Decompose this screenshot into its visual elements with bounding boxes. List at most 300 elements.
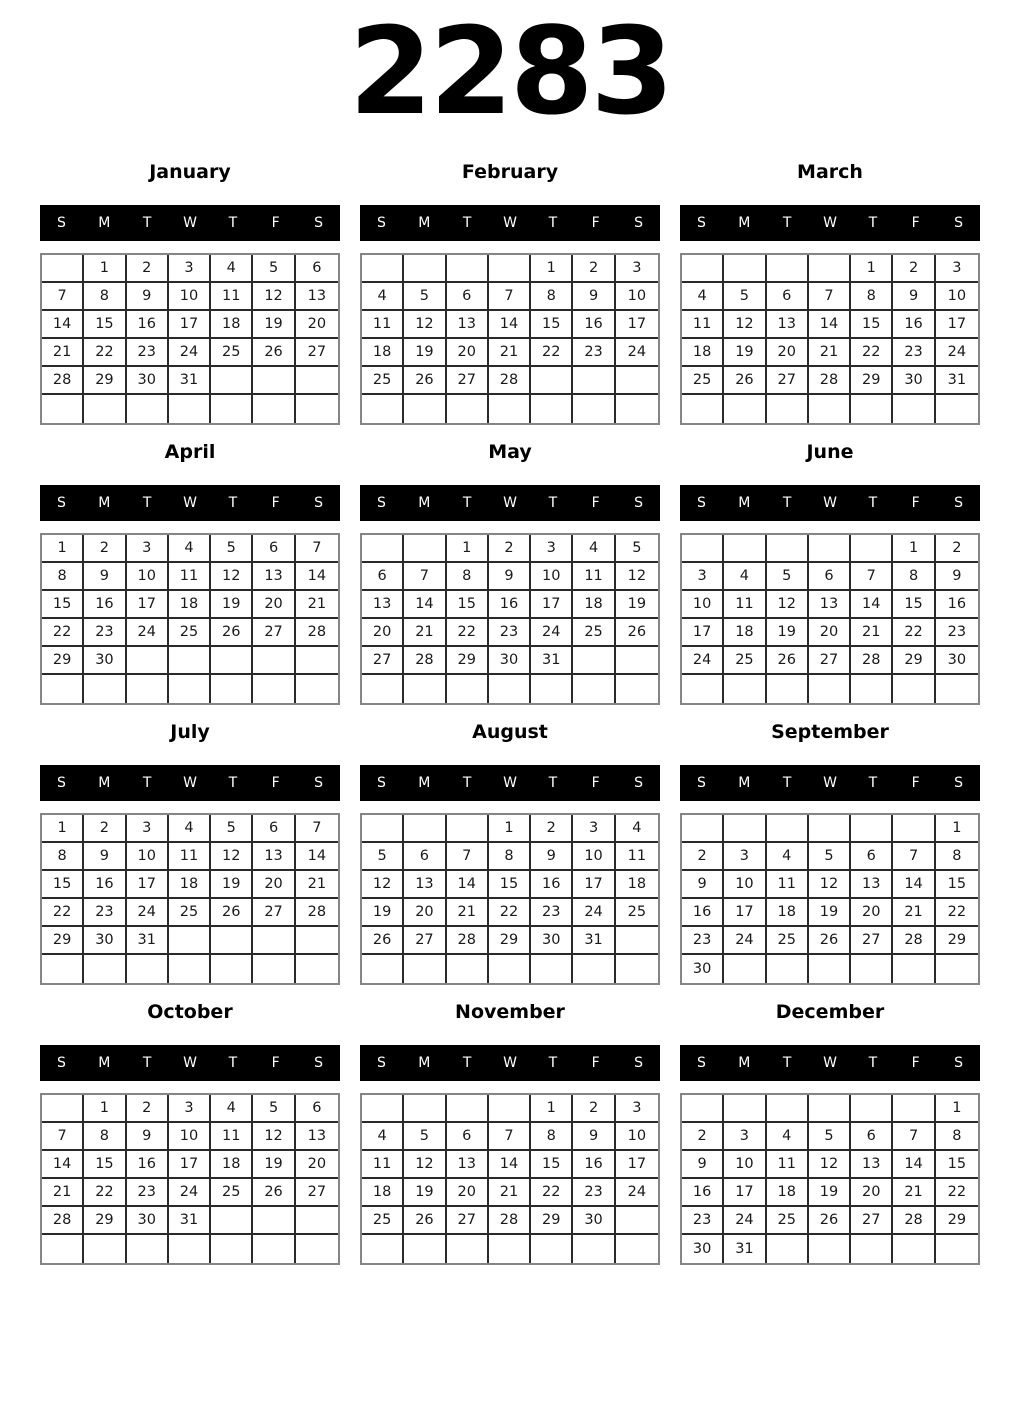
day-cell: 17 [616, 1151, 658, 1179]
empty-day-cell [893, 1235, 935, 1263]
day-cell: 23 [127, 339, 169, 367]
weekday-label: S [56, 215, 66, 232]
empty-day-cell [296, 647, 338, 675]
empty-day-cell [936, 675, 978, 703]
day-cell: 22 [447, 619, 489, 647]
empty-day-cell [724, 675, 766, 703]
empty-day-cell [616, 675, 658, 703]
day-cell: 15 [489, 871, 531, 899]
empty-day-cell [616, 1235, 658, 1263]
day-cell: 13 [767, 311, 809, 339]
day-cell: 14 [489, 311, 531, 339]
empty-day-cell [42, 255, 84, 283]
weekday-label: T [548, 495, 558, 512]
day-cell: 16 [127, 311, 169, 339]
day-cell: 26 [211, 619, 253, 647]
weekday-label: W [823, 215, 837, 232]
day-cell: 6 [447, 1123, 489, 1151]
month-block [680, 442, 980, 705]
day-cell: 3 [616, 255, 658, 283]
day-cell: 13 [362, 591, 404, 619]
day-cell: 22 [851, 339, 893, 367]
day-cell: 17 [169, 311, 211, 339]
month-name: September [771, 721, 889, 744]
weekday-label: W [503, 1055, 517, 1072]
month-block [360, 722, 660, 985]
empty-day-cell [851, 1235, 893, 1263]
day-cell: 14 [893, 871, 935, 899]
day-cell: 3 [724, 1123, 766, 1151]
day-cell: 22 [84, 1179, 126, 1207]
month-block [40, 1002, 340, 1265]
empty-day-cell [169, 395, 211, 423]
empty-day-cell [211, 395, 253, 423]
weekday-label: T [548, 1055, 558, 1072]
empty-day-cell [253, 367, 295, 395]
day-cell: 10 [724, 1151, 766, 1179]
month-block [40, 722, 340, 985]
day-cell: 25 [362, 367, 404, 395]
day-cell: 4 [211, 1095, 253, 1123]
weekday-label: M [738, 495, 751, 512]
weekday-label: F [271, 775, 280, 792]
day-cell: 9 [682, 1151, 724, 1179]
day-cell: 9 [127, 1123, 169, 1151]
month-grid [680, 253, 980, 425]
weekday-label: F [591, 215, 600, 232]
day-cell: 8 [84, 283, 126, 311]
day-cell: 24 [531, 619, 573, 647]
day-cell: 28 [893, 1207, 935, 1235]
day-cell: 11 [169, 843, 211, 871]
day-cell: 9 [84, 843, 126, 871]
day-cell: 29 [893, 647, 935, 675]
empty-day-cell [211, 1235, 253, 1263]
empty-day-cell [809, 955, 851, 983]
day-cell: 13 [296, 283, 338, 311]
empty-day-cell [851, 815, 893, 843]
day-cell: 13 [447, 311, 489, 339]
day-cell: 3 [169, 255, 211, 283]
empty-day-cell [169, 927, 211, 955]
day-cell: 18 [767, 899, 809, 927]
day-cell: 28 [42, 1207, 84, 1235]
day-cell: 12 [253, 1123, 295, 1151]
empty-day-cell [809, 255, 851, 283]
weekday-label: T [142, 1055, 152, 1072]
day-cell: 10 [169, 1123, 211, 1151]
weekday-label: S [634, 495, 644, 512]
weekday-label: S [696, 1055, 706, 1072]
empty-day-cell [682, 395, 724, 423]
day-cell: 15 [851, 311, 893, 339]
day-cell: 25 [573, 619, 615, 647]
weekday-label: T [142, 215, 152, 232]
month-name: July [170, 721, 210, 744]
day-cell: 8 [489, 843, 531, 871]
day-cell: 13 [851, 1151, 893, 1179]
day-cell: 4 [211, 255, 253, 283]
month-block [40, 162, 340, 425]
weekday-label: T [548, 215, 558, 232]
weekday-label: F [271, 1055, 280, 1072]
weekday-label: M [738, 215, 751, 232]
day-cell: 29 [936, 1207, 978, 1235]
day-cell: 3 [169, 1095, 211, 1123]
weekday-label: S [954, 215, 964, 232]
day-cell: 6 [809, 563, 851, 591]
day-cell: 16 [573, 311, 615, 339]
empty-day-cell [404, 535, 446, 563]
empty-day-cell [211, 1207, 253, 1235]
day-cell: 19 [809, 899, 851, 927]
month-block [680, 722, 980, 985]
weekday-label: S [314, 1055, 324, 1072]
day-cell: 10 [936, 283, 978, 311]
day-cell: 16 [84, 871, 126, 899]
day-cell: 26 [809, 1207, 851, 1235]
day-cell: 18 [573, 591, 615, 619]
day-cell: 12 [767, 591, 809, 619]
weekday-label: M [418, 495, 431, 512]
weekday-label: T [462, 495, 472, 512]
day-cell: 9 [936, 563, 978, 591]
empty-day-cell [531, 367, 573, 395]
weekday-label: M [98, 1055, 111, 1072]
weekday-label: T [142, 775, 152, 792]
month-grid [680, 533, 980, 705]
day-cell: 17 [616, 311, 658, 339]
day-cell: 23 [84, 899, 126, 927]
empty-day-cell [404, 955, 446, 983]
day-cell: 15 [936, 1151, 978, 1179]
day-cell: 2 [936, 535, 978, 563]
day-cell: 12 [211, 563, 253, 591]
day-cell: 20 [809, 619, 851, 647]
day-cell: 4 [616, 815, 658, 843]
day-cell: 20 [767, 339, 809, 367]
day-cell: 6 [851, 843, 893, 871]
day-cell: 31 [724, 1235, 766, 1263]
empty-day-cell [531, 395, 573, 423]
day-cell: 27 [253, 899, 295, 927]
day-cell: 29 [42, 927, 84, 955]
weekday-label: S [634, 775, 644, 792]
day-cell: 4 [767, 843, 809, 871]
day-cell: 23 [489, 619, 531, 647]
day-cell: 14 [404, 591, 446, 619]
empty-day-cell [531, 955, 573, 983]
day-cell: 28 [809, 367, 851, 395]
day-cell: 3 [724, 843, 766, 871]
empty-day-cell [42, 955, 84, 983]
empty-day-cell [211, 927, 253, 955]
empty-day-cell [573, 955, 615, 983]
day-cell: 30 [84, 647, 126, 675]
day-cell: 5 [211, 815, 253, 843]
day-cell: 10 [573, 843, 615, 871]
day-cell: 9 [573, 1123, 615, 1151]
day-cell: 3 [127, 535, 169, 563]
month-block [680, 1002, 980, 1265]
month-name: August [472, 721, 548, 744]
empty-day-cell [573, 647, 615, 675]
empty-day-cell [211, 955, 253, 983]
day-cell: 1 [42, 535, 84, 563]
day-cell: 28 [489, 1207, 531, 1235]
day-cell: 22 [84, 339, 126, 367]
day-cell: 10 [682, 591, 724, 619]
empty-day-cell [253, 955, 295, 983]
empty-day-cell [489, 1235, 531, 1263]
day-cell: 29 [531, 1207, 573, 1235]
empty-day-cell [489, 1095, 531, 1123]
day-cell: 17 [724, 1179, 766, 1207]
empty-day-cell [127, 675, 169, 703]
empty-day-cell [724, 255, 766, 283]
day-cell: 5 [404, 283, 446, 311]
day-cell: 4 [362, 283, 404, 311]
weekday-label: F [911, 215, 920, 232]
empty-day-cell [447, 1095, 489, 1123]
day-cell: 31 [573, 927, 615, 955]
day-cell: 30 [127, 1207, 169, 1235]
day-cell: 18 [211, 311, 253, 339]
day-cell: 7 [447, 843, 489, 871]
empty-day-cell [447, 675, 489, 703]
day-cell: 12 [724, 311, 766, 339]
day-cell: 15 [447, 591, 489, 619]
weekday-label: W [823, 775, 837, 792]
day-cell: 28 [42, 367, 84, 395]
month-name: October [147, 1001, 233, 1024]
day-cell: 21 [489, 339, 531, 367]
day-cell: 23 [682, 1207, 724, 1235]
day-cell: 11 [573, 563, 615, 591]
weekday-label: T [228, 1055, 238, 1072]
day-cell: 19 [809, 1179, 851, 1207]
day-cell: 2 [84, 535, 126, 563]
empty-day-cell [404, 1095, 446, 1123]
empty-day-cell [447, 395, 489, 423]
day-cell: 25 [362, 1207, 404, 1235]
day-cell: 24 [616, 339, 658, 367]
empty-day-cell [682, 535, 724, 563]
day-cell: 26 [809, 927, 851, 955]
day-cell: 8 [84, 1123, 126, 1151]
day-cell: 6 [253, 815, 295, 843]
day-cell: 14 [893, 1151, 935, 1179]
day-cell: 5 [809, 1123, 851, 1151]
day-cell: 26 [253, 339, 295, 367]
day-cell: 16 [531, 871, 573, 899]
day-cell: 3 [531, 535, 573, 563]
weekday-label: T [228, 495, 238, 512]
day-cell: 30 [682, 1235, 724, 1263]
day-cell: 17 [127, 591, 169, 619]
empty-day-cell [573, 367, 615, 395]
empty-day-cell [936, 395, 978, 423]
empty-day-cell [362, 535, 404, 563]
empty-day-cell [253, 1235, 295, 1263]
day-cell: 8 [936, 1123, 978, 1151]
day-cell: 20 [851, 899, 893, 927]
day-cell: 17 [724, 899, 766, 927]
empty-day-cell [253, 675, 295, 703]
empty-day-cell [211, 647, 253, 675]
empty-day-cell [362, 955, 404, 983]
month-grid [40, 253, 340, 425]
weekday-label: F [911, 1055, 920, 1072]
weekday-header-band [680, 765, 980, 801]
day-cell: 24 [724, 927, 766, 955]
month-grid [40, 533, 340, 705]
day-cell: 17 [127, 871, 169, 899]
day-cell: 10 [616, 1123, 658, 1151]
empty-day-cell [404, 1235, 446, 1263]
day-cell: 7 [851, 563, 893, 591]
day-cell: 20 [253, 591, 295, 619]
day-cell: 25 [682, 367, 724, 395]
day-cell: 16 [573, 1151, 615, 1179]
day-cell: 8 [447, 563, 489, 591]
month-name: March [797, 161, 863, 184]
empty-day-cell [296, 1207, 338, 1235]
weekday-label: M [98, 215, 111, 232]
day-cell: 23 [531, 899, 573, 927]
weekday-label: S [376, 775, 386, 792]
weekday-label: F [591, 775, 600, 792]
day-cell: 2 [84, 815, 126, 843]
empty-day-cell [253, 1207, 295, 1235]
empty-day-cell [936, 955, 978, 983]
day-cell: 20 [296, 1151, 338, 1179]
empty-day-cell [809, 675, 851, 703]
weekday-label: T [142, 495, 152, 512]
day-cell: 9 [84, 563, 126, 591]
empty-day-cell [809, 535, 851, 563]
weekday-label: T [462, 215, 472, 232]
day-cell: 16 [489, 591, 531, 619]
day-cell: 11 [362, 311, 404, 339]
day-cell: 19 [211, 591, 253, 619]
empty-day-cell [851, 395, 893, 423]
empty-day-cell [447, 815, 489, 843]
day-cell: 14 [489, 1151, 531, 1179]
day-cell: 27 [767, 367, 809, 395]
day-cell: 15 [84, 311, 126, 339]
empty-day-cell [893, 1095, 935, 1123]
weekday-label: S [634, 1055, 644, 1072]
day-cell: 6 [296, 1095, 338, 1123]
day-cell: 7 [809, 283, 851, 311]
day-cell: 25 [616, 899, 658, 927]
day-cell: 14 [809, 311, 851, 339]
empty-day-cell [616, 647, 658, 675]
day-cell: 11 [767, 1151, 809, 1179]
weekday-label: W [503, 775, 517, 792]
day-cell: 6 [447, 283, 489, 311]
day-cell: 11 [211, 283, 253, 311]
empty-day-cell [809, 395, 851, 423]
day-cell: 29 [84, 1207, 126, 1235]
empty-day-cell [362, 1235, 404, 1263]
day-cell: 12 [809, 871, 851, 899]
weekday-header-band [360, 765, 660, 801]
day-cell: 7 [893, 843, 935, 871]
day-cell: 22 [42, 619, 84, 647]
day-cell: 11 [362, 1151, 404, 1179]
day-cell: 11 [682, 311, 724, 339]
empty-day-cell [851, 955, 893, 983]
month-name: January [149, 161, 231, 184]
day-cell: 25 [767, 1207, 809, 1235]
empty-day-cell [127, 1235, 169, 1263]
day-cell: 5 [404, 1123, 446, 1151]
day-cell: 26 [362, 927, 404, 955]
day-cell: 24 [573, 899, 615, 927]
empty-day-cell [489, 395, 531, 423]
day-cell: 25 [211, 339, 253, 367]
month-block [360, 442, 660, 705]
weekday-label: M [98, 495, 111, 512]
weekday-header-band [40, 485, 340, 521]
month-name: December [775, 1001, 885, 1024]
empty-day-cell [362, 815, 404, 843]
empty-day-cell [447, 255, 489, 283]
empty-day-cell [169, 647, 211, 675]
day-cell: 24 [127, 619, 169, 647]
day-cell: 1 [447, 535, 489, 563]
day-cell: 24 [724, 1207, 766, 1235]
day-cell: 23 [893, 339, 935, 367]
day-cell: 13 [253, 843, 295, 871]
day-cell: 27 [296, 339, 338, 367]
day-cell: 9 [489, 563, 531, 591]
empty-day-cell [724, 815, 766, 843]
weekday-label: S [376, 495, 386, 512]
empty-day-cell [616, 367, 658, 395]
day-cell: 11 [616, 843, 658, 871]
empty-day-cell [767, 535, 809, 563]
day-cell: 26 [253, 1179, 295, 1207]
day-cell: 19 [724, 339, 766, 367]
empty-day-cell [893, 675, 935, 703]
day-cell: 15 [936, 871, 978, 899]
day-cell: 14 [42, 1151, 84, 1179]
day-cell: 21 [296, 871, 338, 899]
empty-day-cell [767, 1235, 809, 1263]
day-cell: 2 [489, 535, 531, 563]
day-cell: 2 [573, 255, 615, 283]
day-cell: 26 [211, 899, 253, 927]
day-cell: 10 [724, 871, 766, 899]
day-cell: 21 [893, 1179, 935, 1207]
empty-day-cell [362, 255, 404, 283]
day-cell: 12 [362, 871, 404, 899]
day-cell: 3 [682, 563, 724, 591]
weekday-label: W [183, 775, 197, 792]
day-cell: 24 [169, 1179, 211, 1207]
empty-day-cell [767, 675, 809, 703]
weekday-label: S [376, 215, 386, 232]
day-cell: 22 [531, 339, 573, 367]
month-grid [680, 813, 980, 985]
empty-day-cell [767, 395, 809, 423]
empty-day-cell [724, 535, 766, 563]
day-cell: 28 [489, 367, 531, 395]
day-cell: 31 [127, 927, 169, 955]
